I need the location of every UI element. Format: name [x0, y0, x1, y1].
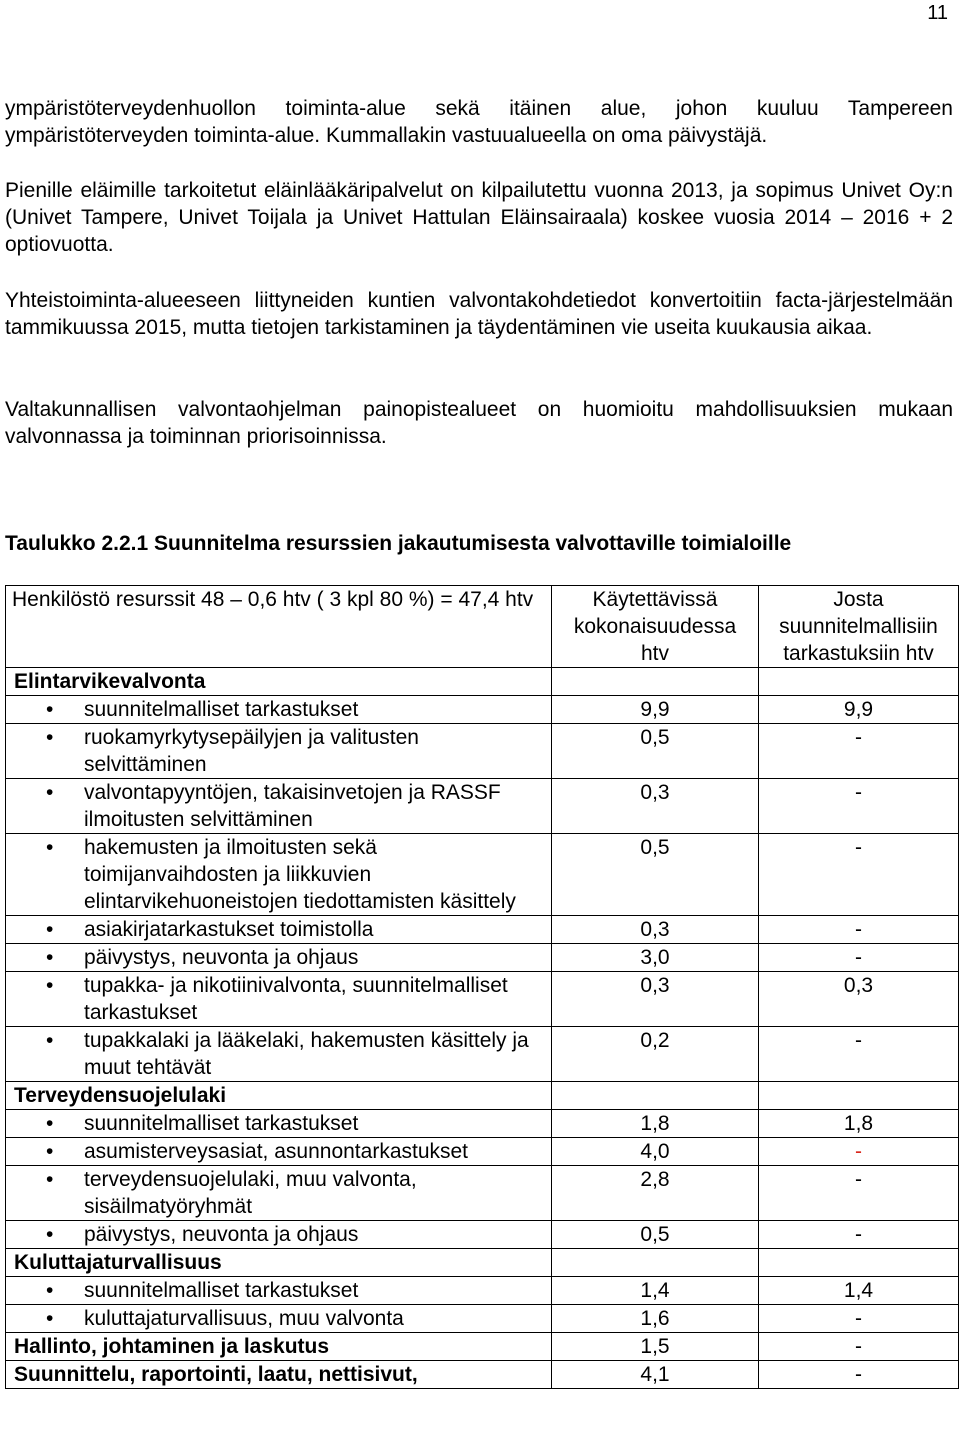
paragraph-3: Yhteistoiminta-alueeseen liittyneiden kuntien valvontakohdetiedot konvertoitiin facta-järjestelmään tammikuussa 2015, mutta tietojen tarkistaminen ja täydentäminen vie useita kuukausia aikaa. [5, 289, 953, 339]
table-row [6, 1361, 959, 1389]
section-row [6, 668, 959, 696]
bullet-icon: • [46, 946, 54, 969]
row-planned: - [759, 1221, 959, 1249]
table-row [6, 1333, 959, 1361]
row-label: ruokamyrkytysepäilyjen ja valitusten selvittäminen [84, 726, 419, 776]
table-row [6, 834, 959, 916]
row-planned: - [759, 779, 959, 834]
bullet-icon: • [46, 726, 54, 749]
row-label: päivystys, neuvonta ja ohjaus [84, 1223, 359, 1246]
row-label: suunnitelmalliset tarkastukset [84, 1279, 359, 1302]
table-row [6, 1221, 959, 1249]
row-planned: 9,9 [759, 696, 959, 724]
paragraph-4: Valtakunnallisen valvontaohjelman painopistealueet on huomioitu mahdollisuuksien mukaan valvonnassa ja toiminnan priorisoinnissa. [5, 398, 953, 448]
row-label: tupakkalaki ja lääkelaki, hakemusten käsittely ja muut tehtävät [84, 1029, 529, 1079]
row-total: 1,4 [552, 1277, 759, 1305]
row-planned: - [759, 1361, 959, 1389]
bullet-icon: • [46, 836, 54, 859]
row-total: 1,8 [552, 1110, 759, 1138]
row-label: asumisterveysasiat, asunnontarkastukset [84, 1140, 469, 1163]
table-row [6, 972, 959, 1027]
row-label: tupakka- ja nikotiinivalvonta, suunnitelmalliset tarkastukset [84, 974, 508, 1024]
row-planned: - [759, 1305, 959, 1333]
row-label: asiakirjatarkastukset toimistolla [84, 918, 374, 941]
resource-table [5, 585, 959, 1389]
bullet-icon: • [46, 1168, 54, 1191]
table-row [6, 1110, 959, 1138]
section-title-kuluttajaturvallisuus: Kuluttajaturvallisuus [6, 1249, 552, 1277]
row-total: 0,3 [552, 972, 759, 1027]
paragraph-2: Pienille eläimille tarkoitetut eläinlääkäripalvelut on kilpailutettu vuonna 2013, ja sopimus Univet Oy:n (Univet Tampere, Univet Toijala ja Univet Hattulan Eläinsairaala) koskee vuosia 2014 – 2016 + 2 optiovuotta. [5, 179, 953, 256]
row-total: 3,0 [552, 944, 759, 972]
row-label: terveydensuojelulaki, muu valvonta, sisäilmatyöryhmät [84, 1168, 417, 1218]
row-total: 0,5 [552, 724, 759, 779]
table-row [6, 779, 959, 834]
table-row [6, 1305, 959, 1333]
bullet-icon: • [46, 1223, 54, 1246]
bullet-icon: • [46, 1307, 54, 1330]
bullet-icon: • [46, 1029, 54, 1052]
row-planned: 1,4 [759, 1277, 959, 1305]
row-total: 0,3 [552, 779, 759, 834]
table-header-row [6, 586, 959, 668]
bullet-icon: • [46, 1140, 54, 1163]
bullet-icon: • [46, 781, 54, 804]
table-row [6, 724, 959, 779]
row-total: 9,9 [552, 696, 759, 724]
row-total: 4,0 [552, 1138, 759, 1166]
bullet-icon: • [46, 1279, 54, 1302]
bullet-icon: • [46, 1112, 54, 1135]
row-planned: - [759, 1166, 959, 1221]
row-label: päivystys, neuvonta ja ohjaus [84, 946, 359, 969]
row-planned: 1,8 [759, 1110, 959, 1138]
bullet-icon: • [46, 918, 54, 941]
table-caption: Taulukko 2.2.1 Suunnitelma resurssien jakautumisesta valvottaville toimialoille [5, 532, 792, 555]
row-planned: 0,3 [759, 972, 959, 1027]
table-row [6, 944, 959, 972]
row-label: kuluttajaturvallisuus, muu valvonta [84, 1307, 404, 1330]
paragraph-1: ympäristöterveydenhuollon toiminta-alue sekä itäinen alue, johon kuuluu Tampereen ympäristöterveyden toiminta-alue. Kummallakin vastuualueella on oma päivystäjä. [5, 97, 953, 147]
row-planned: - [759, 1027, 959, 1082]
row-planned: - [759, 916, 959, 944]
row-label-suunnittelu: Suunnittelu, raportointi, laatu, nettisivut, [6, 1361, 552, 1389]
page-number: 11 [927, 2, 948, 24]
table-row [6, 916, 959, 944]
row-planned: - [759, 1138, 959, 1166]
section-title-terveydensuojelulaki: Terveydensuojelulaki [6, 1082, 552, 1110]
section-row [6, 1249, 959, 1277]
table-row [6, 1027, 959, 1082]
row-total: 4,1 [552, 1361, 759, 1389]
row-planned: - [759, 944, 959, 972]
table-row [6, 696, 959, 724]
row-label-hallinto: Hallinto, johtaminen ja laskutus [6, 1333, 552, 1361]
row-total: 0,5 [552, 1221, 759, 1249]
bullet-icon: • [46, 974, 54, 997]
row-total: 0,5 [552, 834, 759, 916]
header-resources: Henkilöstö resurssit 48 – 0,6 htv ( 3 kpl 80 %) = 47,4 htv [6, 586, 552, 668]
row-total: 0,2 [552, 1027, 759, 1082]
bullet-icon: • [46, 698, 54, 721]
row-label: suunnitelmalliset tarkastukset [84, 1112, 359, 1135]
table-row [6, 1166, 959, 1221]
row-label: suunnitelmalliset tarkastukset [84, 698, 359, 721]
row-total: 1,6 [552, 1305, 759, 1333]
row-planned: - [759, 1333, 959, 1361]
section-title-elintarvikevalvonta: Elintarvikevalvonta [6, 668, 552, 696]
row-planned: - [759, 834, 959, 916]
header-total-htv: Käytettävissä kokonaisuudessa htv [552, 586, 759, 668]
table-row [6, 1138, 959, 1166]
row-total: 2,8 [552, 1166, 759, 1221]
row-total: 0,3 [552, 916, 759, 944]
row-planned: - [759, 724, 959, 779]
row-total: 1,5 [552, 1333, 759, 1361]
section-row [6, 1082, 959, 1110]
row-label: hakemusten ja ilmoitusten sekä toimijanvaihdosten ja liikkuvien elintarvikehuoneistojen tiedottamisten käsittely [84, 836, 516, 913]
row-label: valvontapyyntöjen, takaisinvetojen ja RASSF ilmoitusten selvittäminen [84, 781, 501, 831]
table-row [6, 1277, 959, 1305]
header-planned-htv: Josta suunnitelmallisiin tarkastuksiin htv [759, 586, 959, 668]
